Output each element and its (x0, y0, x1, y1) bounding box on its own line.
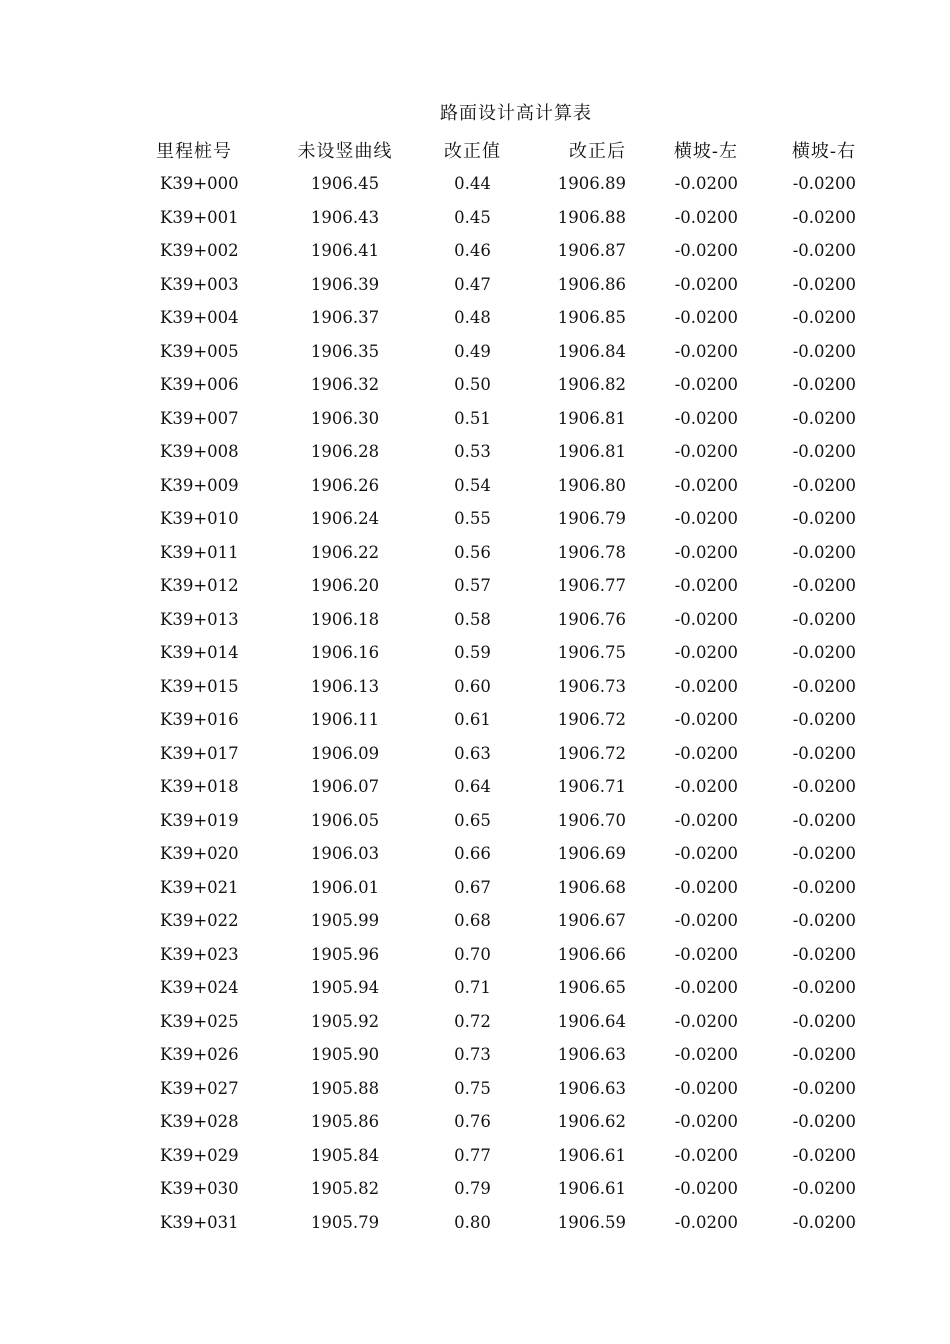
cell-station: K39+014 (160, 643, 239, 663)
cell-original-elevation: 1905.82 (310, 1179, 380, 1199)
cell-correction: 0.58 (454, 609, 491, 629)
table-row (140, 871, 870, 905)
cell-station: K39+000 (160, 174, 239, 194)
cell-correction: 0.60 (454, 676, 491, 696)
cell-cross-slope-right: -0.0200 (792, 844, 856, 864)
table-row (140, 234, 870, 268)
cell-original-elevation: 1905.88 (310, 1078, 380, 1098)
cell-original-elevation: 1906.03 (310, 844, 380, 864)
cell-original-elevation: 1905.96 (310, 944, 380, 964)
cell-corrected-elevation: 1906.68 (557, 877, 626, 897)
cell-original-elevation: 1906.09 (310, 743, 380, 763)
cell-corrected-elevation: 1906.82 (557, 375, 626, 395)
table-row (140, 435, 870, 469)
cell-station: K39+025 (160, 1011, 239, 1031)
cell-station: K39+002 (160, 241, 239, 261)
cell-original-elevation: 1906.30 (310, 408, 380, 428)
cell-original-elevation: 1905.92 (310, 1011, 380, 1031)
cell-original-elevation: 1905.86 (310, 1112, 380, 1132)
cell-cross-slope-left: -0.0200 (674, 1212, 738, 1232)
table-row (140, 469, 870, 503)
cell-cross-slope-left: -0.0200 (674, 609, 738, 629)
table-row (140, 703, 870, 737)
cell-cross-slope-right: -0.0200 (792, 911, 856, 931)
cell-cross-slope-right: -0.0200 (792, 442, 856, 462)
cell-cross-slope-left: -0.0200 (674, 375, 738, 395)
cell-cross-slope-left: -0.0200 (674, 877, 738, 897)
cell-cross-slope-left: -0.0200 (674, 308, 738, 328)
cell-corrected-elevation: 1906.86 (557, 274, 626, 294)
cell-station: K39+026 (160, 1045, 239, 1065)
cell-corrected-elevation: 1906.76 (557, 609, 626, 629)
cell-station: K39+023 (160, 944, 239, 964)
cell-cross-slope-right: -0.0200 (792, 643, 856, 663)
cell-correction: 0.68 (454, 911, 491, 931)
cell-station: K39+005 (160, 341, 239, 361)
header-cross-slope-right: 横坡-右 (791, 141, 856, 162)
cell-cross-slope-left: -0.0200 (674, 442, 738, 462)
header-station: 里程桩号 (156, 141, 232, 162)
cell-correction: 0.80 (454, 1212, 491, 1232)
table-row (140, 737, 870, 771)
cell-station: K39+001 (160, 207, 239, 227)
cell-cross-slope-right: -0.0200 (792, 978, 856, 998)
cell-correction: 0.51 (454, 408, 491, 428)
cell-cross-slope-right: -0.0200 (792, 576, 856, 596)
cell-original-elevation: 1906.43 (310, 207, 380, 227)
table-row (140, 569, 870, 603)
cell-correction: 0.66 (454, 844, 491, 864)
table-row (140, 804, 870, 838)
cell-correction: 0.70 (454, 944, 491, 964)
cell-cross-slope-left: -0.0200 (674, 174, 738, 194)
table-row (140, 167, 870, 201)
cell-cross-slope-left: -0.0200 (674, 1078, 738, 1098)
cell-cross-slope-right: -0.0200 (792, 408, 856, 428)
document-title: 路面设计高计算表 (440, 103, 592, 124)
cell-correction: 0.63 (454, 743, 491, 763)
cell-correction: 0.57 (454, 576, 491, 596)
cell-corrected-elevation: 1906.88 (557, 207, 626, 227)
cell-corrected-elevation: 1906.61 (557, 1145, 626, 1165)
cell-cross-slope-right: -0.0200 (792, 375, 856, 395)
cell-cross-slope-right: -0.0200 (792, 1145, 856, 1165)
cell-corrected-elevation: 1906.69 (557, 844, 626, 864)
cell-cross-slope-left: -0.0200 (674, 944, 738, 964)
cell-cross-slope-right: -0.0200 (792, 1212, 856, 1232)
cell-corrected-elevation: 1906.71 (557, 777, 626, 797)
cell-corrected-elevation: 1906.66 (557, 944, 626, 964)
table-row (140, 268, 870, 302)
cell-cross-slope-left: -0.0200 (674, 1112, 738, 1132)
cell-correction: 0.71 (454, 978, 491, 998)
table-row (140, 636, 870, 670)
cell-original-elevation: 1906.41 (310, 241, 380, 261)
cell-original-elevation: 1906.26 (310, 475, 380, 495)
cell-station: K39+017 (160, 743, 239, 763)
cell-cross-slope-left: -0.0200 (674, 241, 738, 261)
cell-original-elevation: 1906.35 (310, 341, 380, 361)
cell-cross-slope-right: -0.0200 (792, 1011, 856, 1031)
cell-corrected-elevation: 1906.81 (557, 442, 626, 462)
cell-cross-slope-right: -0.0200 (792, 207, 856, 227)
cell-cross-slope-left: -0.0200 (674, 207, 738, 227)
cell-original-elevation: 1906.28 (310, 442, 380, 462)
cell-original-elevation: 1906.32 (310, 375, 380, 395)
cell-corrected-elevation: 1906.64 (557, 1011, 626, 1031)
table-row (140, 1038, 870, 1072)
table-row (140, 1005, 870, 1039)
cell-station: K39+011 (160, 542, 239, 562)
cell-station: K39+010 (160, 509, 239, 529)
cell-station: K39+029 (160, 1145, 239, 1165)
header-corrected-elevation: 改正后 (569, 141, 626, 162)
table-row (140, 670, 870, 704)
cell-correction: 0.45 (454, 207, 491, 227)
cell-correction: 0.47 (454, 274, 491, 294)
cell-corrected-elevation: 1906.80 (557, 475, 626, 495)
cell-cross-slope-left: -0.0200 (674, 844, 738, 864)
cell-cross-slope-right: -0.0200 (792, 944, 856, 964)
cell-cross-slope-right: -0.0200 (792, 1112, 856, 1132)
table-row (140, 1105, 870, 1139)
elevation-table (140, 133, 870, 1239)
cell-cross-slope-left: -0.0200 (674, 576, 738, 596)
cell-station: K39+019 (160, 810, 239, 830)
cell-correction: 0.61 (454, 710, 491, 730)
cell-correction: 0.46 (454, 241, 491, 261)
cell-corrected-elevation: 1906.87 (557, 241, 626, 261)
table-row (140, 904, 870, 938)
cell-station: K39+003 (160, 274, 239, 294)
cell-correction: 0.50 (454, 375, 491, 395)
cell-station: K39+008 (160, 442, 239, 462)
cell-cross-slope-left: -0.0200 (674, 542, 738, 562)
cell-original-elevation: 1906.39 (310, 274, 380, 294)
cell-cross-slope-right: -0.0200 (792, 1179, 856, 1199)
cell-original-elevation: 1906.16 (310, 643, 380, 663)
cell-cross-slope-right: -0.0200 (792, 743, 856, 763)
cell-corrected-elevation: 1906.75 (557, 643, 626, 663)
cell-corrected-elevation: 1906.65 (557, 978, 626, 998)
cell-original-elevation: 1905.90 (310, 1045, 380, 1065)
cell-correction: 0.44 (454, 174, 491, 194)
cell-cross-slope-right: -0.0200 (792, 241, 856, 261)
cell-station: K39+020 (160, 844, 239, 864)
cell-cross-slope-left: -0.0200 (674, 978, 738, 998)
cell-correction: 0.49 (454, 341, 491, 361)
cell-cross-slope-right: -0.0200 (792, 341, 856, 361)
cell-corrected-elevation: 1906.81 (557, 408, 626, 428)
cell-cross-slope-left: -0.0200 (674, 1145, 738, 1165)
cell-correction: 0.56 (454, 542, 491, 562)
cell-cross-slope-left: -0.0200 (674, 710, 738, 730)
cell-correction: 0.53 (454, 442, 491, 462)
cell-corrected-elevation: 1906.89 (557, 174, 626, 194)
table-row (140, 1172, 870, 1206)
cell-station: K39+028 (160, 1112, 239, 1132)
cell-station: K39+015 (160, 676, 239, 696)
cell-station: K39+024 (160, 978, 239, 998)
cell-cross-slope-left: -0.0200 (674, 643, 738, 663)
cell-station: K39+030 (160, 1179, 239, 1199)
cell-original-elevation: 1906.11 (310, 710, 380, 730)
cell-corrected-elevation: 1906.70 (557, 810, 626, 830)
cell-corrected-elevation: 1906.63 (557, 1078, 626, 1098)
cell-correction: 0.48 (454, 308, 491, 328)
table-row (140, 368, 870, 402)
cell-correction: 0.79 (454, 1179, 491, 1199)
table-row (140, 335, 870, 369)
cell-cross-slope-right: -0.0200 (792, 274, 856, 294)
table-row (140, 301, 870, 335)
cell-original-elevation: 1906.01 (310, 877, 380, 897)
table-row (140, 938, 870, 972)
table-row (140, 402, 870, 436)
cell-original-elevation: 1906.18 (310, 609, 380, 629)
cell-corrected-elevation: 1906.59 (557, 1212, 626, 1232)
cell-cross-slope-right: -0.0200 (792, 676, 856, 696)
table-row (140, 502, 870, 536)
cell-corrected-elevation: 1906.63 (557, 1045, 626, 1065)
cell-station: K39+013 (160, 609, 239, 629)
table-row (140, 536, 870, 570)
cell-correction: 0.54 (454, 475, 491, 495)
cell-correction: 0.67 (454, 877, 491, 897)
table-row (140, 837, 870, 871)
cell-cross-slope-left: -0.0200 (674, 475, 738, 495)
cell-correction: 0.73 (454, 1045, 491, 1065)
cell-station: K39+022 (160, 911, 239, 931)
cell-correction: 0.55 (454, 509, 491, 529)
cell-cross-slope-right: -0.0200 (792, 1078, 856, 1098)
cell-cross-slope-left: -0.0200 (674, 911, 738, 931)
cell-station: K39+027 (160, 1078, 239, 1098)
header-original-elevation: 未设竖曲线 (297, 141, 393, 162)
cell-cross-slope-left: -0.0200 (674, 341, 738, 361)
cell-corrected-elevation: 1906.84 (557, 341, 626, 361)
cell-original-elevation: 1906.45 (310, 174, 380, 194)
cell-cross-slope-right: -0.0200 (792, 609, 856, 629)
cell-correction: 0.72 (454, 1011, 491, 1031)
cell-corrected-elevation: 1906.77 (557, 576, 626, 596)
table-body (140, 167, 870, 1239)
cell-cross-slope-right: -0.0200 (792, 1045, 856, 1065)
cell-cross-slope-right: -0.0200 (792, 509, 856, 529)
cell-original-elevation: 1905.94 (310, 978, 380, 998)
cell-correction: 0.59 (454, 643, 491, 663)
cell-cross-slope-left: -0.0200 (674, 810, 738, 830)
cell-corrected-elevation: 1906.72 (557, 710, 626, 730)
cell-cross-slope-right: -0.0200 (792, 542, 856, 562)
cell-corrected-elevation: 1906.78 (557, 542, 626, 562)
cell-original-elevation: 1906.37 (310, 308, 380, 328)
cell-cross-slope-right: -0.0200 (792, 777, 856, 797)
cell-cross-slope-left: -0.0200 (674, 408, 738, 428)
cell-original-elevation: 1906.07 (310, 777, 380, 797)
cell-cross-slope-right: -0.0200 (792, 810, 856, 830)
cell-cross-slope-right: -0.0200 (792, 475, 856, 495)
cell-original-elevation: 1906.05 (310, 810, 380, 830)
cell-cross-slope-left: -0.0200 (674, 509, 738, 529)
cell-original-elevation: 1906.20 (310, 576, 380, 596)
table-row (140, 201, 870, 235)
cell-correction: 0.64 (454, 777, 491, 797)
cell-corrected-elevation: 1906.85 (557, 308, 626, 328)
cell-original-elevation: 1906.24 (310, 509, 380, 529)
cell-corrected-elevation: 1906.67 (557, 911, 626, 931)
cell-original-elevation: 1905.99 (310, 911, 380, 931)
cell-station: K39+009 (160, 475, 239, 495)
cell-cross-slope-left: -0.0200 (674, 743, 738, 763)
cell-cross-slope-left: -0.0200 (674, 1011, 738, 1031)
cell-station: K39+021 (160, 877, 239, 897)
cell-station: K39+016 (160, 710, 239, 730)
cell-cross-slope-left: -0.0200 (674, 274, 738, 294)
table-row (140, 1206, 870, 1240)
table-row (140, 1139, 870, 1173)
cell-correction: 0.76 (454, 1112, 491, 1132)
table-row (140, 971, 870, 1005)
cell-corrected-elevation: 1906.79 (557, 509, 626, 529)
cell-cross-slope-left: -0.0200 (674, 777, 738, 797)
cell-original-elevation: 1905.79 (310, 1212, 380, 1232)
cell-correction: 0.75 (454, 1078, 491, 1098)
cell-station: K39+018 (160, 777, 239, 797)
cell-corrected-elevation: 1906.72 (557, 743, 626, 763)
cell-cross-slope-right: -0.0200 (792, 710, 856, 730)
cell-original-elevation: 1906.13 (310, 676, 380, 696)
header-correction: 改正值 (444, 141, 501, 162)
cell-cross-slope-right: -0.0200 (792, 877, 856, 897)
table-row (140, 603, 870, 637)
cell-station: K39+007 (160, 408, 239, 428)
table-row (140, 770, 870, 804)
cell-original-elevation: 1906.22 (310, 542, 380, 562)
cell-station: K39+031 (160, 1212, 239, 1232)
table-header-row (140, 133, 870, 167)
cell-corrected-elevation: 1906.61 (557, 1179, 626, 1199)
cell-station: K39+012 (160, 576, 239, 596)
cell-cross-slope-left: -0.0200 (674, 676, 738, 696)
header-cross-slope-left: 横坡-左 (673, 141, 738, 162)
cell-correction: 0.77 (454, 1145, 491, 1165)
cell-original-elevation: 1905.84 (310, 1145, 380, 1165)
cell-cross-slope-right: -0.0200 (792, 308, 856, 328)
cell-cross-slope-right: -0.0200 (792, 174, 856, 194)
cell-cross-slope-left: -0.0200 (674, 1179, 738, 1199)
cell-correction: 0.65 (454, 810, 491, 830)
table-row (140, 1072, 870, 1106)
cell-station: K39+004 (160, 308, 239, 328)
cell-corrected-elevation: 1906.62 (557, 1112, 626, 1132)
cell-corrected-elevation: 1906.73 (557, 676, 626, 696)
cell-station: K39+006 (160, 375, 239, 395)
cell-cross-slope-left: -0.0200 (674, 1045, 738, 1065)
